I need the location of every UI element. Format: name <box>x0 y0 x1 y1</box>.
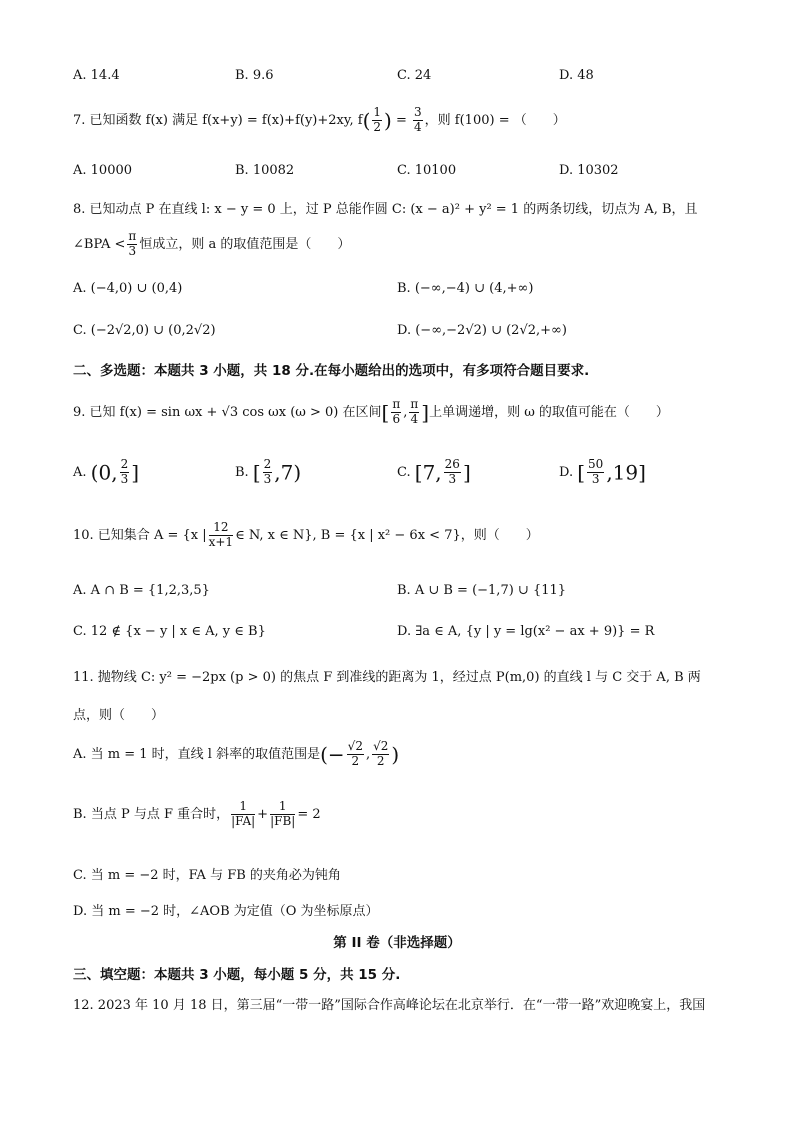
q7-frac-half: $\frac{1}{2}$ <box>373 105 382 134</box>
q7-option-a: A. 10000 <box>73 163 133 178</box>
q10-option-c: C. 12 ∉ {x − y | x ∈ A, y ∈ B} <box>73 624 266 639</box>
q9-option-b: B. [ $\frac{2}{3}$ ,7) <box>235 457 302 486</box>
q7-frac-three-quarters: $\frac{3}{4}$ <box>414 105 422 134</box>
q11-option-d: D. 当 m = −2 时，∠AOB 为定值（O 为坐标原点） <box>73 904 379 919</box>
q10-option-d: D. ∃a ∈ A, {y | y = lg(x² − ax + 9)} = R <box>397 624 655 639</box>
q8-frac-pi-3: $\frac{\pi}{3}$ <box>128 229 137 258</box>
q11-option-c: C. 当 m = −2 时，FA 与 FB 的夹角必为钝角 <box>73 868 341 883</box>
q8-stem-line1: 8. 已知动点 P 在直线 l: x − y = 0 上，过 P 总能作圆 C: (x − a)² + y² = 1 的两条切线，切点为 A, B，且 <box>73 202 698 217</box>
q8-option-c: C. (−2√2,0) ∪ (0,2√2) <box>73 323 216 338</box>
q6-option-d: D. 48 <box>559 68 594 83</box>
q6-option-b: B. 9.6 <box>235 68 274 83</box>
q10-frac: $\frac{12}{x+1}$ <box>208 520 234 549</box>
q9-option-a: A. (0, $\frac{2}{3}$ ] <box>73 457 140 486</box>
q8-stem-line2: ∠BPA < $\frac{\pi}{3}$ 恒成立，则 a 的取值范围是（ ） <box>73 229 351 258</box>
q11-stem-line2: 点，则（ ） <box>73 708 165 723</box>
q10-stem: 10. 已知集合 A = {x | $\frac{12}{x+1}$ ∈ N, x ∈ N}, B = {x | x² − 6x < 7}，则（ ） <box>73 520 539 549</box>
q10-option-b: B. A ∪ B = (−1,7) ∪ {11} <box>397 583 567 598</box>
q7-option-d: D. 10302 <box>559 163 619 178</box>
q8-option-b: B. (−∞,−4) ∪ (4,+∞) <box>397 281 534 296</box>
q11-stem-line1: 11. 抛物线 C: y² = −2px (p > 0) 的焦点 F 到准线的距离为 1，经过点 P(m,0) 的直线 l 与 C 交于 A, B 两 <box>73 670 701 685</box>
q12-stem: 12. 2023 年 10 月 18 日，第三届“一带一路”国际合作高峰论坛在北京举行．在“一带一路”欢迎晚宴上，我国 <box>73 998 706 1013</box>
q6-option-c: C. 24 <box>397 68 432 83</box>
q11-option-b: B. 当点 P 与点 F 重合时， $\frac{1}{|FA|}$ + $\frac{1}{|FB|}$ = 2 <box>73 799 321 828</box>
q9-option-c: C. [7, $\frac{26}{3}$ ] <box>397 457 471 486</box>
q7-option-c: C. 10100 <box>397 163 457 178</box>
q7-option-b: B. 10082 <box>235 163 295 178</box>
q6-option-a: A. 14.4 <box>73 68 120 83</box>
q8-option-a: A. (−4,0) ∪ (0,4) <box>73 281 183 296</box>
q9-option-d: D. [ $\frac{50}{3}$ ,19] <box>559 457 646 486</box>
q11-option-a: A. 当 m = 1 时，直线 l 斜率的取值范围是(− $\frac{√2}{2}$ , $\frac{√2}{2}$ ) <box>73 739 400 768</box>
section-fill-in-heading: 三、填空题：本题共 3 小题，每小题 5 分，共 15 分. <box>73 967 401 983</box>
part2-title: 第 II 卷（非选择题） <box>333 935 461 951</box>
q8-option-d: D. (−∞,−2√2) ∪ (2√2,+∞) <box>397 323 567 338</box>
q7-stem: 7. 已知函数 f(x) 满足 f(x+y) = f(x)+f(y)+2xy, f( $\frac{1}{2}$ ) = $\frac{3}{4}$ ，则 f(100) = （ ） <box>73 105 566 134</box>
q9-stem: 9. 已知 f(x) = sin ωx + √3 cos ωx (ω > 0) 在区间[ $\frac{\pi}{6}$ , $\frac{\pi}{4}$ ]上单调递增，则 ω 的取值可能在（ ） <box>73 397 669 426</box>
q10-option-a: A. A ∩ B = {1,2,3,5} <box>73 583 210 598</box>
section-multiple-choice-heading: 二、多选题：本题共 3 小题，共 18 分.在每小题给出的选项中，有多项符合题目要求. <box>73 363 590 379</box>
